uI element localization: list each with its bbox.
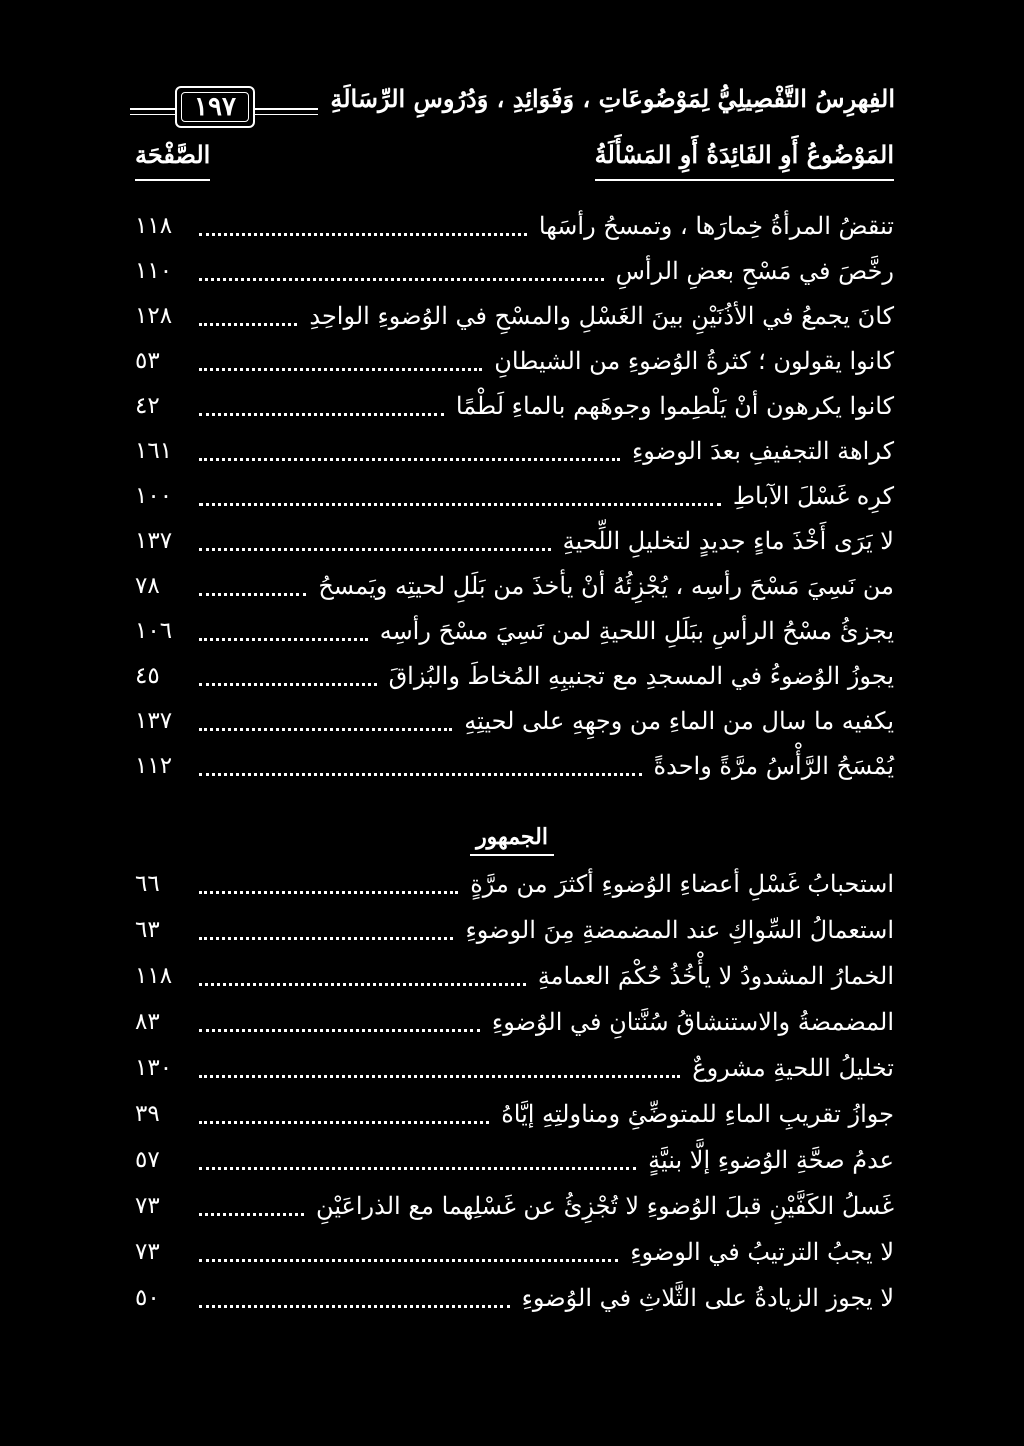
section-heading-text: الجمهور [470,824,554,856]
entry-page: ١٢٨ [135,303,173,329]
entry-page: ٧٨ [135,573,160,599]
leader-dots [199,1167,636,1170]
index-entry [135,703,894,739]
index-entry [135,748,894,784]
page-column-heading: الصَّفْحَة [135,140,211,169]
entry-topic: جوازُ تقريبِ الماءِ للمتوضِّئِ ومناولتِهِ إيَّاهُ [501,1100,894,1128]
leader-dots [199,413,444,416]
entry-page: ٤٥ [135,663,160,689]
entry-page: ١٦١ [135,438,173,464]
entry-topic: يجوزُ الوُضوءُ في المسجدِ مع تجنيبِهِ المُخاطَ والبُزاقَ [388,662,894,690]
leader-dots [199,548,551,551]
entry-page: ٥٣ [135,348,160,374]
index-entry [135,1096,894,1132]
entry-page: ١١٨ [135,213,173,239]
entry-topic: تخليلُ اللحيةِ مشروعٌ [692,1054,894,1082]
entry-topic: رخَّصَ في مَسْحِ بعضِ الرأسِ [615,257,894,285]
entry-topic: كانَ يجمعُ في الأذُنَيْنِ بينَ الغَسْلِ والمسْحِ في الوُضوءِ الواحِدِ [309,302,894,330]
page-number: ١٩٧ [175,86,255,128]
entry-page: ٥٧ [135,1147,160,1173]
leader-dots [199,638,368,641]
entry-page: ١٣٠ [135,1055,173,1081]
entry-topic: يُمْسَحُ الرَّأْسُ مرَّةً واحدةً [653,752,894,780]
header-rule-left [130,108,175,110]
entry-topic: لا يجوز الزيادةُ على الثَّلاثِ في الوُضوءِ [521,1284,894,1312]
leader-dots [199,368,482,371]
index-entry [135,1050,894,1086]
leader-dots [199,458,620,461]
leader-dots [199,683,377,686]
entry-topic: يكفيه ما سال من الماءِ من وجهِهِ على لحيتِهِ [464,707,894,735]
header-rule-left-thin [130,114,175,115]
entry-page: ٦٦ [135,871,160,897]
index-entry [135,208,894,244]
entry-page: ١١٨ [135,963,173,989]
entry-page: ١٣٧ [135,528,173,554]
entry-page: ٥٠ [135,1285,160,1311]
entry-topic: يجزئُ مسْحُ الرأسِ ببَلَلِ اللحيةِ لمن نَسِيَ مسْحَ رأسِه [379,617,894,645]
entry-page: ١١٠ [135,258,173,284]
entry-topic: المضمضةُ والاستنشاقُ سُنَّتانِ في الوُضوءِ [491,1008,894,1036]
leader-dots [199,728,452,731]
entry-page: ٨٣ [135,1009,160,1035]
index-entry [135,343,894,379]
leader-dots [199,1075,680,1078]
entry-topic: كانوا يكرهون أنْ يَلْطِموا وجوهَهم بالماءِ لَطْمًا [455,392,894,420]
index-entry [135,658,894,694]
entry-page: ٧٣ [135,1239,160,1265]
index-entry [135,388,894,424]
index-entry [135,866,894,902]
entry-topic: الخمارُ المشدودُ لا يأْخُذُ حُكْمَ العمامةِ [537,962,894,990]
leader-dots [199,323,297,326]
entry-topic: كراهة التجفيفِ بعدَ الوضوءِ [632,437,894,465]
index-entry [135,1280,894,1316]
topic-column-heading: المَوْضُوعُ أَوِ الفَائِدَةُ أَوِ المَسْأَلَةُ [594,140,894,169]
entry-page: ٦٣ [135,917,160,943]
entry-page: ٧٣ [135,1193,160,1219]
entry-topic: لا يجبُ الترتيبُ في الوضوءِ [630,1238,894,1266]
entry-page: ١٠٦ [135,618,173,644]
leader-dots [199,983,526,986]
leader-dots [199,1121,489,1124]
index-entry [135,958,894,994]
index-entry [135,478,894,514]
leader-dots [199,593,306,596]
index-entry [135,613,894,649]
leader-dots [199,1213,304,1216]
entry-page: ٤٢ [135,393,160,419]
index-entry [135,253,894,289]
running-header [130,82,895,132]
index-entry [135,568,894,604]
entry-topic: كانوا يقولون ؛ كثرةُ الوُضوءِ من الشيطانِ [494,347,894,375]
leader-dots [199,937,453,940]
entry-page: ٣٩ [135,1101,160,1127]
section-heading [0,824,1024,856]
book-title: الفِهرِسُ التَّفْصِيلِيُّ لِمَوْضُوعَاتِ ، وَفَوَائِدِ ، وَدُرُوسِ الرِّسَالَةِ [318,82,895,116]
entry-page: ١٠٠ [135,483,173,509]
entry-topic: لا يَرَى أَخْذَ ماءٍ جديدٍ لتخليلِ اللِّحيةِ [562,527,894,555]
leader-dots [199,503,721,506]
leader-dots [199,278,604,281]
leader-dots [199,233,527,236]
index-entry [135,298,894,334]
leader-dots [199,773,642,776]
entry-topic: تنقضُ المرأةُ خِمارَها ، وتمسحُ رأسَها [538,212,894,240]
index-entry [135,523,894,559]
entry-page: ١١٢ [135,753,173,779]
entry-page: ١٣٧ [135,708,173,734]
index-entry [135,1004,894,1040]
entry-topic: كرِه غَسْلَ الآباطِ [732,482,894,510]
entry-topic: غَسلُ الكَفَّيْنِ قبلَ الوُضوءِ لا تُجْزِئُ عن غَسْلِهما مع الذراعَيْنِ [316,1192,894,1220]
entry-topic: استحبابُ غَسْلِ أعضاءِ الوُضوءِ أكثرَ من مرَّةٍ [470,870,894,898]
index-entry [135,433,894,469]
leader-dots [199,891,458,894]
index-entry [135,912,894,948]
entry-topic: استعمالُ السِّواكِ عند المضمضةِ مِنَ الوضوءِ [465,916,894,944]
index-entry [135,1234,894,1270]
index-entry [135,1142,894,1178]
leader-dots [199,1029,480,1032]
leader-dots [199,1305,510,1308]
entry-topic: من نَسِيَ مَسْحَ رأسِه ، يُجْزِئُهُ أنْ يأخذَ من بَلَلِ لحيتِه ويَمسحُ [318,572,894,600]
index-entry [135,1188,894,1224]
entry-topic: عدمُ صحَّةِ الوُضوءِ إلَّا بنيَّةٍ [648,1146,894,1174]
leader-dots [199,1259,618,1262]
